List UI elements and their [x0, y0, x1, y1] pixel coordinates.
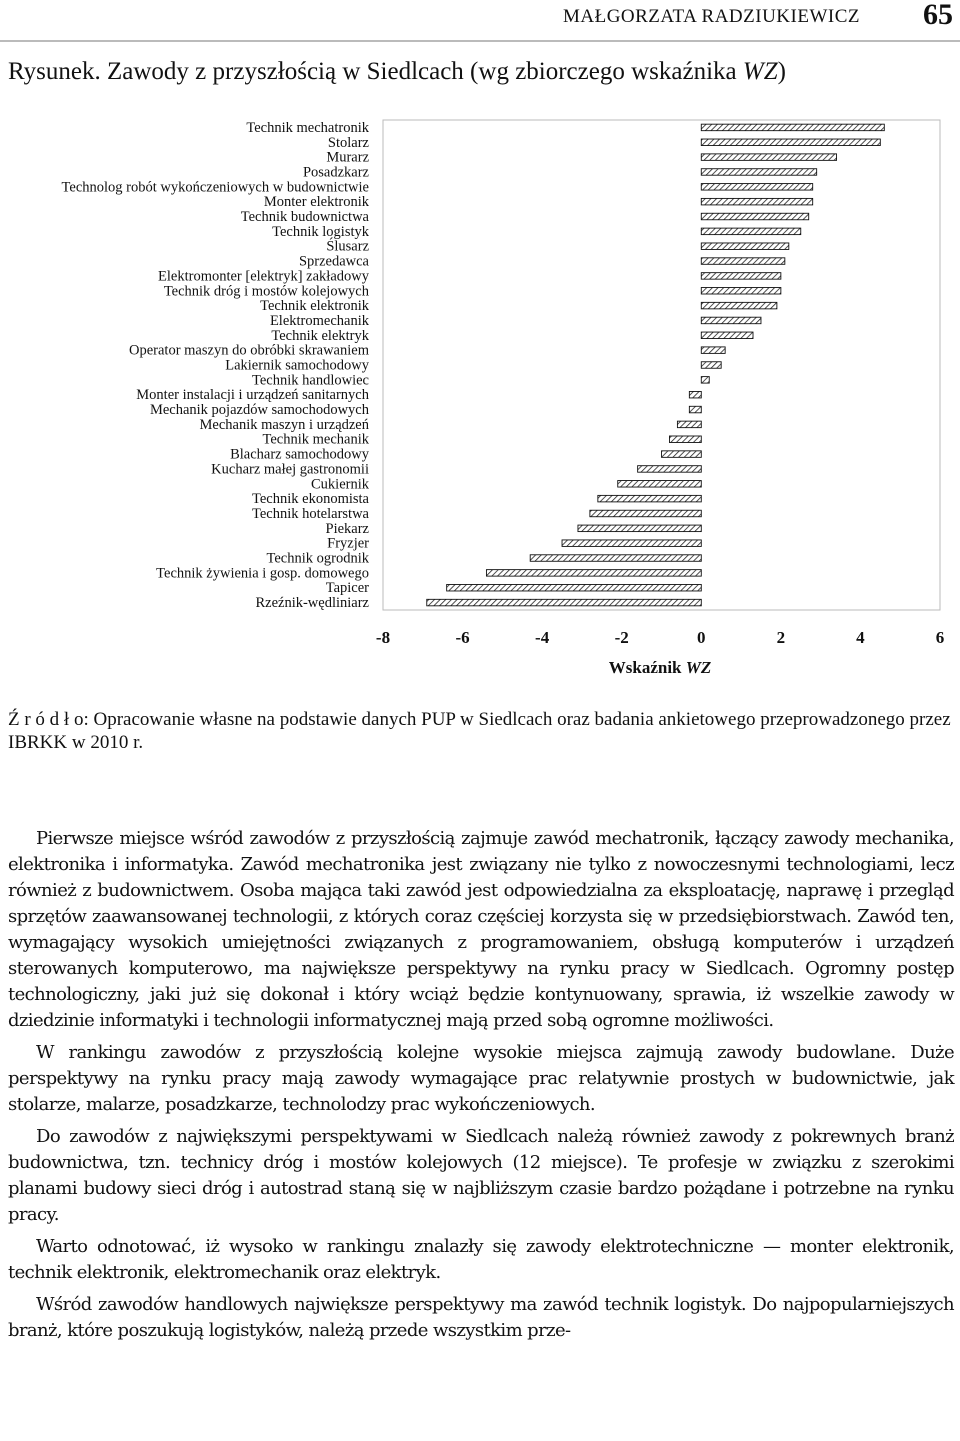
- category-label: Ślusarz: [326, 238, 369, 255]
- bar: [701, 154, 836, 161]
- x-tick-label: 4: [856, 628, 865, 647]
- bar: [701, 198, 812, 205]
- bar: [689, 406, 701, 413]
- category-label: Blacharz samochodowy: [230, 446, 369, 463]
- figure-title-text: Rysunek. Zawody z przyszłością w Siedlcach (wg zbiorczego wskaźnika: [8, 58, 743, 85]
- paragraph: Wśród zawodów handlowych największe perspektywy ma zawód technik logistyk. Do najpopularniejszych branż, które poszukują logistyków, należą przede wszystkim prze-: [8, 1294, 954, 1341]
- bar: [701, 243, 789, 250]
- x-tick-label: -6: [455, 628, 470, 647]
- bar: [638, 466, 702, 473]
- bar: [427, 599, 702, 606]
- figure-title-suffix: ): [777, 58, 786, 85]
- bar: [578, 525, 701, 532]
- source-lead: Ź r ó d ł o:: [8, 709, 89, 730]
- figure-title-wz: WZ: [742, 58, 778, 85]
- category-label: Murarz: [326, 149, 369, 166]
- category-label: Technik logistyk: [272, 223, 369, 240]
- category-label: Elektromechanik: [269, 312, 369, 329]
- category-label: Piekarz: [325, 520, 369, 537]
- x-tick-label: -4: [535, 628, 550, 647]
- category-label: Fryzjer: [327, 535, 369, 552]
- bar: [701, 228, 800, 235]
- bar: [701, 362, 721, 369]
- plot-frame: [383, 120, 940, 610]
- category-label: Sprzedawca: [298, 253, 369, 270]
- bar: [701, 288, 781, 295]
- bar: [701, 169, 816, 176]
- bar: [689, 391, 701, 398]
- page-header: [0, 0, 960, 42]
- x-axis-title: Wskaźnik WZ: [608, 658, 712, 677]
- bar: [701, 258, 785, 265]
- paragraph: Pierwsze miejsce wśród zawodów z przyszłością zajmuje zawód mechatronik, łączący zawody mechanika, elektronika i informatyka. Zawód mechatronika jest związany nie tylko z nowoczesnymi technologiami, lecz również z budownictwem. Osoba mająca taki zawód jest odpowiedzialna za eksploatację, naprawę i przegląd sprzętów zaawansowanej technologii, z których coraz częściej korzysta się w przedsiębiorstwach. Zawód ten, wymagający wysokich umiejętności związanych z programowaniem, obsługą komputerów i urządzeń sterowanych komputerowo, ma największe perspektywy na rynku pracy w Siedlcach. Ogromny postęp technologiczny, jaki już się dokonał i który wciąż będzie kontynuowany, sprawia, iż wszelkie zawody w dziedzinie informatyki i technologii informatycznej mają przed sobą ogromne możliwości.: [8, 828, 954, 1031]
- bar: [669, 436, 701, 443]
- category-label: Rzeźnik-wędliniarz: [255, 595, 369, 612]
- bar: [701, 139, 880, 146]
- bar: [447, 584, 702, 591]
- body-text: [8, 826, 954, 1350]
- x-tick-label: 6: [935, 628, 945, 647]
- category-label: Stolarz: [327, 134, 369, 151]
- bar: [598, 495, 701, 502]
- category-label: Posadzkarz: [302, 164, 369, 181]
- bar: [701, 347, 725, 354]
- category-label: Monter elektronik: [263, 194, 369, 211]
- bar: [618, 481, 702, 488]
- figure-source: [8, 708, 954, 754]
- figure-title: [8, 58, 786, 86]
- bar: [590, 510, 701, 517]
- bar: [701, 317, 761, 324]
- bar: [701, 332, 753, 339]
- category-label: Tapicer: [325, 580, 369, 597]
- category-label: Mechanik maszyn i urządzeń: [199, 416, 369, 433]
- category-label: Technik handlowiec: [252, 372, 369, 389]
- category-label: Technik elektronik: [260, 298, 369, 315]
- category-label: Technik żywienia i gosp. domowego: [156, 565, 369, 582]
- category-label: Kucharz małej gastronomii: [211, 461, 369, 478]
- paragraph: Do zawodów z największymi perspektywami w Siedlcach należą również zawody z pokrewnych branż budownictwa, tzn. technicy dróg i mostów kolejowych (12 miejsce). Te profesje w związku z szerokimi planami budowy sieci dróg i autostrad staną się w najbliższym czasie bardzo pożądane i potrzebne na rynku pracy.: [8, 1126, 954, 1225]
- category-label: Technolog robót wykończeniowych w budownictwie: [61, 179, 369, 196]
- paragraph: W rankingu zawodów z przyszłością kolejne wysokie miejsca zajmują zawody budowlane. Duże perspektywy na rynku pracy mają zawody wymagające prac relatywnie prostych w budownictwie, jak stolarze, malarze, posadzkarze, technolodzy prac wykończeniowych.: [8, 1042, 954, 1115]
- page-number: 65: [923, 0, 953, 31]
- category-label: Mechanik pojazdów samochodowych: [149, 402, 369, 419]
- x-tick-label: -2: [614, 628, 629, 647]
- category-label: Elektromonter [elektryk] zakładowy: [158, 268, 369, 285]
- bar: [677, 421, 701, 428]
- category-label: Technik mechatronik: [246, 119, 369, 136]
- category-label: Operator maszyn do obróbki skrawaniem: [129, 342, 369, 359]
- category-label: Technik hotelarstwa: [252, 505, 369, 522]
- category-label: Technik ogrodnik: [266, 550, 369, 567]
- bar: [662, 451, 702, 458]
- bar: [486, 570, 701, 577]
- x-tick-label: 2: [776, 628, 786, 647]
- bar: [701, 213, 808, 220]
- paragraph: Warto odnotować, iż wysoko w rankingu znalazły się zawody elektrotechniczne — monter elektronik, technik elektronik, elektromechanik oraz elektryk.: [8, 1236, 954, 1283]
- category-label: Technik dróg i mostów kolejowych: [163, 283, 369, 300]
- bar-chart: [0, 100, 960, 690]
- bar: [701, 377, 709, 384]
- category-label: Technik budownictwa: [240, 209, 369, 226]
- source-text: Opracowanie własne na podstawie danych PUP w Siedlcach oraz badania ankietowego przeprowadzonego przez IBRKK w 2010 r.: [8, 709, 951, 753]
- category-label: Technik elektryk: [271, 327, 369, 344]
- category-label: Monter instalacji i urządzeń sanitarnych: [136, 387, 369, 404]
- category-label: Cukiernik: [311, 476, 369, 493]
- bar: [701, 184, 812, 191]
- bar: [562, 540, 701, 547]
- x-tick-label: -8: [375, 628, 391, 647]
- category-label: Lakiernik samochodowy: [225, 357, 369, 374]
- x-tick-label: 0: [697, 628, 706, 647]
- category-label: Technik ekonomista: [252, 491, 369, 508]
- bar: [701, 302, 777, 309]
- author-name: MAŁGORZATA RADZIUKIEWICZ: [562, 6, 860, 27]
- bar: [701, 124, 884, 131]
- category-label: Technik mechanik: [262, 431, 369, 448]
- bar: [701, 273, 781, 280]
- bar: [530, 555, 701, 562]
